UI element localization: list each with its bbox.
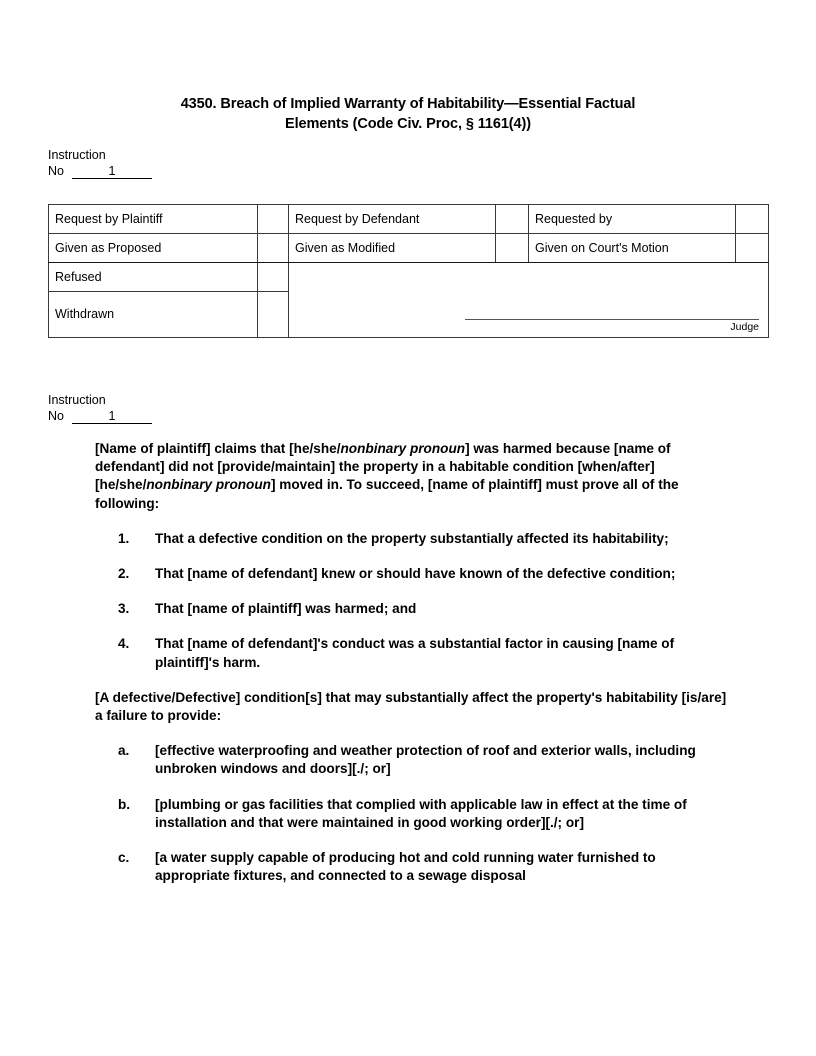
instruction-no-label: No — [48, 163, 64, 178]
lettered-condition-list — [0, 742, 816, 885]
checkbox-request-by-plaintiff[interactable] — [258, 205, 289, 234]
list-item-text: That a defective condition on the property substantially affected its habitability; — [155, 530, 669, 546]
checkbox-refused[interactable] — [258, 263, 289, 292]
judge-caption: Judge — [730, 321, 759, 333]
list-item-text: [a water supply capable of producing hot and cold running water furnished to appropriate fixtures, and connected to a sewage disposal — [155, 850, 656, 884]
instruction-header-body — [48, 393, 152, 424]
list-item — [0, 600, 816, 618]
list-item — [0, 849, 816, 885]
checkbox-given-on-courts-motion[interactable] — [736, 234, 769, 263]
cell-given-as-modified: Given as Modified — [289, 234, 496, 263]
instruction-body — [0, 440, 816, 885]
list-item — [0, 635, 816, 671]
instruction-label: Instruction — [48, 148, 106, 162]
cell-withdrawn: Withdrawn — [49, 292, 258, 338]
judge-signature-cell — [289, 263, 769, 338]
list-item — [0, 742, 816, 778]
intro-paragraph — [0, 440, 816, 513]
checkbox-requested-by[interactable] — [736, 205, 769, 234]
list-item-text: [plumbing or gas facilities that complied with applicable law in effect at the time of installation and that were maintained in good working order][./; or] — [155, 796, 687, 830]
list-marker: b. — [118, 796, 131, 812]
list-item — [0, 565, 816, 583]
list-marker: 1. — [118, 530, 130, 546]
second-paragraph: [A defective/Defective] condition[s] that may substantially affect the property's habitability [is/are] a failure to provide: — [95, 689, 727, 724]
list-item — [0, 796, 816, 832]
intro-segment-4-italic: nonbinary pronoun — [146, 477, 271, 493]
cell-request-by-defendant: Request by Defendant — [289, 205, 496, 234]
ruling-disposition-table — [48, 204, 769, 338]
intro-segment-3: ] was harmed because [name of defendant] did not [provide/maintain] the property in a habitable condition [when/after] [he/she/ — [95, 441, 671, 493]
list-marker: a. — [118, 743, 130, 759]
checkbox-withdrawn[interactable] — [258, 292, 289, 338]
instruction-no-field[interactable]: 1 — [72, 410, 152, 424]
cell-refused: Refused — [49, 263, 258, 292]
cell-given-on-courts-motion: Given on Court's Motion — [529, 234, 736, 263]
checkbox-request-by-defendant[interactable] — [496, 205, 529, 234]
intro-segment-1: [Name of plaintiff] claims that [he/she/ — [95, 441, 341, 456]
intro-segment-2-italic: nonbinary pronoun — [340, 441, 466, 456]
instruction-no-label: No — [48, 408, 64, 423]
list-marker: 3. — [118, 601, 130, 617]
page-title — [108, 94, 708, 134]
table-row — [49, 234, 769, 263]
list-item-text: [effective waterproofing and weather protection of roof and exterior walls, including unbroken windows and doors][./; or] — [155, 743, 696, 777]
cell-requested-by: Requested by — [529, 205, 736, 234]
intro-segment-5: ] moved in. To succeed, [name of plaintiff] must prove all of the following: — [95, 477, 679, 511]
list-item-text: That [name of plaintiff] was harmed; and — [155, 601, 417, 617]
numbered-element-list — [0, 530, 816, 672]
list-item — [0, 530, 816, 548]
cell-request-by-plaintiff: Request by Plaintiff — [49, 205, 258, 234]
instruction-no-field[interactable]: 1 — [72, 165, 152, 179]
list-marker: c. — [118, 850, 130, 866]
instruction-header-top — [48, 148, 152, 179]
page-title-line-1: 4350. Breach of Implied Warranty of Habitability—Essential Factual — [180, 96, 636, 112]
page-title-line-2: Elements (Code Civ. Proc, § 1161(4)) — [285, 116, 531, 132]
checkbox-given-as-proposed[interactable] — [258, 234, 289, 263]
checkbox-given-as-modified[interactable] — [496, 234, 529, 263]
table-row — [49, 263, 769, 292]
cell-given-as-proposed: Given as Proposed — [49, 234, 258, 263]
table-row — [49, 205, 769, 234]
list-item-text: That [name of defendant] knew or should have known of the defective condition; — [155, 566, 676, 582]
judge-signature-block — [465, 319, 759, 334]
list-item-text: That [name of defendant]'s conduct was a substantial factor in causing [name of plaintiff]'s harm. — [155, 636, 675, 670]
instruction-label: Instruction — [48, 393, 106, 407]
list-marker: 2. — [118, 566, 130, 582]
list-marker: 4. — [118, 636, 130, 652]
